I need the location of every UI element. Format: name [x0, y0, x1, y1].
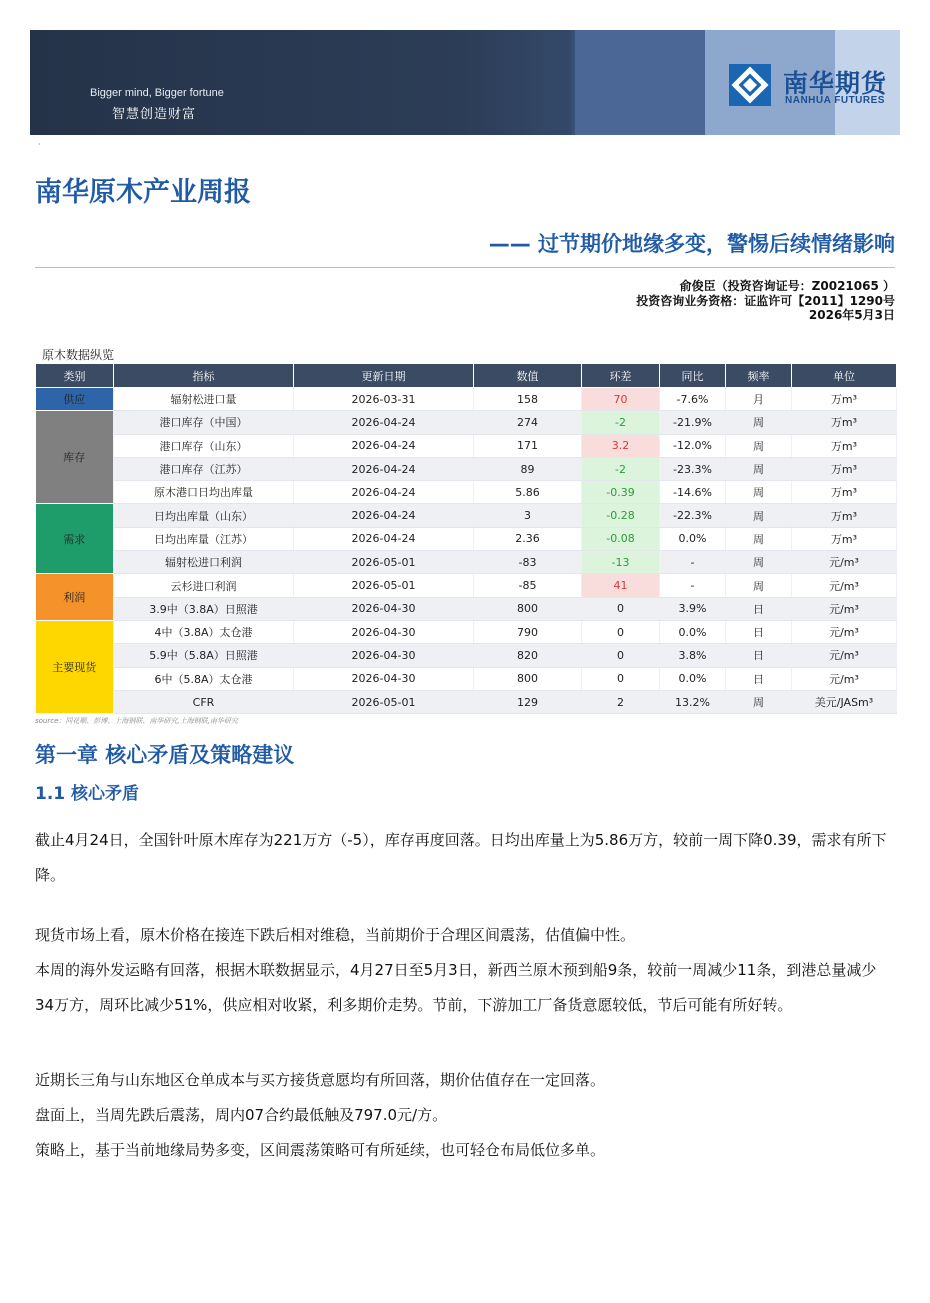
cell-date: 2026-04-24: [294, 457, 474, 480]
table-row: [36, 574, 897, 597]
cell-indicator: 5.9中（5.8A）日照港: [114, 644, 294, 667]
cell-indicator: 原木港口日均出库量: [114, 481, 294, 504]
cell-value: 274: [474, 411, 582, 434]
cell-value: 820: [474, 644, 582, 667]
table-title: 原木数据纵览: [42, 348, 115, 362]
cell-diff: -0.39: [582, 481, 660, 504]
cell-date: 2026-04-24: [294, 504, 474, 527]
cell-date: 2026-04-24: [294, 434, 474, 457]
cell-unit: 元/m³: [792, 551, 897, 574]
cell-value: 3: [474, 504, 582, 527]
cell-yoy: -21.9%: [660, 411, 726, 434]
cell-yoy: 0.0%: [660, 527, 726, 550]
cell-date: 2026-04-30: [294, 644, 474, 667]
cell-indicator: 云杉进口利润: [114, 574, 294, 597]
table-row: [36, 411, 897, 434]
cell-value: 790: [474, 620, 582, 643]
cell-diff: 0: [582, 597, 660, 620]
column-header: 同比: [660, 364, 726, 388]
cell-yoy: 3.8%: [660, 644, 726, 667]
report-title: 南华原木产业周报: [35, 177, 251, 208]
data-overview-table: [35, 363, 897, 714]
cell-diff: -2: [582, 411, 660, 434]
table-row: [36, 597, 897, 620]
cell-freq: 日: [726, 620, 792, 643]
header-banner: [30, 30, 900, 135]
cell-yoy: -23.3%: [660, 457, 726, 480]
cell-date: 2026-04-24: [294, 481, 474, 504]
column-header: 更新日期: [294, 364, 474, 388]
table-header-row: [36, 364, 897, 388]
cell-yoy: -12.0%: [660, 434, 726, 457]
category-cell: 库存: [36, 411, 114, 504]
cell-unit: 元/m³: [792, 597, 897, 620]
cell-yoy: -14.6%: [660, 481, 726, 504]
cell-indicator: 辐射松进口利润: [114, 551, 294, 574]
cell-freq: 周: [726, 411, 792, 434]
cell-yoy: -22.3%: [660, 504, 726, 527]
table-row: [36, 434, 897, 457]
cell-date: 2026-05-01: [294, 690, 474, 713]
cell-date: 2026-04-30: [294, 620, 474, 643]
category-cell: 利润: [36, 574, 114, 621]
cell-value: 89: [474, 457, 582, 480]
cell-diff: 70: [582, 388, 660, 411]
table-row: [36, 644, 897, 667]
report-date: 2026年5月3日: [808, 308, 895, 322]
cell-indicator: 辐射松进口量: [114, 388, 294, 411]
cell-value: 171: [474, 434, 582, 457]
paragraph: 近期长三角与山东地区仓单成本与买方接货意愿均有所回落，期价估值存在一定回落。: [35, 1071, 606, 1089]
cell-unit: 元/m³: [792, 667, 897, 690]
column-header: 类别: [36, 364, 114, 388]
paragraph: 本周的海外发运略有回落，根据木联数据显示，4月27日至5月3日，新西兰原木预到船9条，较前一周减少11条，到港总量减少34万方，周环比减少51%，供应相对收紧，利多期价走势。节前，下游加工厂备货意愿较低，节后可能有所好转。: [35, 961, 877, 1014]
banner-block: [575, 30, 705, 135]
cell-freq: 月: [726, 388, 792, 411]
cell-date: 2026-04-24: [294, 527, 474, 550]
table-row: [36, 551, 897, 574]
cell-indicator: 港口库存（江苏）: [114, 457, 294, 480]
logo-text-cn: 南华期货: [783, 69, 888, 98]
cell-diff: -0.08: [582, 527, 660, 550]
cell-indicator: 3.9中（3.8A）日照港: [114, 597, 294, 620]
slogan-en: Bigger mind, Bigger fortune: [90, 87, 224, 99]
cell-indicator: 日均出库量（江苏）: [114, 527, 294, 550]
cell-unit: 万m³: [792, 457, 897, 480]
category-cell: 需求: [36, 504, 114, 574]
cell-unit: 元/m³: [792, 644, 897, 667]
cell-diff: 0: [582, 667, 660, 690]
cell-diff: -2: [582, 457, 660, 480]
cell-diff: 2: [582, 690, 660, 713]
cell-value: 158: [474, 388, 582, 411]
page-marker: ·: [38, 140, 41, 149]
table-source: source：同花顺、彭博、上海钢联、南华研究,上海钢联,南华研究: [35, 717, 238, 725]
cell-value: 800: [474, 667, 582, 690]
table-row: [36, 504, 897, 527]
cell-date: 2026-04-30: [294, 667, 474, 690]
author-name: 俞俊臣（投资咨询证号：Z0021065 ）: [679, 279, 895, 293]
paragraph: 盘面上，当周先跌后震荡，周内07合约最低触及797.0元/方。: [35, 1106, 448, 1124]
cell-freq: 周: [726, 434, 792, 457]
cell-freq: 日: [726, 597, 792, 620]
cell-yoy: 0.0%: [660, 620, 726, 643]
author-block: [636, 279, 895, 323]
cell-diff: 3.2: [582, 434, 660, 457]
cell-date: 2026-04-24: [294, 411, 474, 434]
cell-diff: 41: [582, 574, 660, 597]
cell-value: -85: [474, 574, 582, 597]
cell-indicator: 港口库存（山东）: [114, 434, 294, 457]
slogan-cn: 智慧创造财富: [112, 107, 197, 122]
column-header: 环差: [582, 364, 660, 388]
cell-diff: -13: [582, 551, 660, 574]
qualification: 投资咨询业务资格：证监许可【2011】1290号: [636, 293, 895, 308]
cell-date: 2026-05-01: [294, 574, 474, 597]
table-row: [36, 620, 897, 643]
cell-yoy: -7.6%: [660, 388, 726, 411]
cell-unit: 万m³: [792, 527, 897, 550]
cell-indicator: 港口库存（中国）: [114, 411, 294, 434]
cell-date: 2026-04-30: [294, 597, 474, 620]
cell-diff: 0: [582, 644, 660, 667]
cell-diff: 0: [582, 620, 660, 643]
cell-value: 129: [474, 690, 582, 713]
cell-value: -83: [474, 551, 582, 574]
cell-diff: -0.28: [582, 504, 660, 527]
cell-unit: 元/m³: [792, 620, 897, 643]
table-row: [36, 667, 897, 690]
cell-date: 2026-03-31: [294, 388, 474, 411]
cell-value: 5.86: [474, 481, 582, 504]
cell-unit: 万m³: [792, 388, 897, 411]
cell-yoy: 13.2%: [660, 690, 726, 713]
column-header: 数值: [474, 364, 582, 388]
nanhua-logo-icon: [727, 62, 773, 108]
table-row: [36, 690, 897, 713]
cell-yoy: -: [660, 551, 726, 574]
paragraph: 策略上，基于当前地缘局势多变，区间震荡策略可有所延续，也可轻仓布局低位多单。: [35, 1141, 606, 1159]
cell-freq: 周: [726, 481, 792, 504]
cell-indicator: CFR: [114, 690, 294, 713]
cell-freq: 周: [726, 504, 792, 527]
cell-freq: 日: [726, 644, 792, 667]
category-cell: 主要现货: [36, 620, 114, 713]
paragraph: 现货市场上看，原木价格在接连下跌后相对维稳，当前期价于合理区间震荡，估值偏中性。: [35, 926, 636, 944]
cell-freq: 周: [726, 527, 792, 550]
cell-indicator: 4中（3.8A）太仓港: [114, 620, 294, 643]
cell-yoy: 0.0%: [660, 667, 726, 690]
cell-freq: 周: [726, 690, 792, 713]
cell-freq: 周: [726, 457, 792, 480]
cell-unit: 万m³: [792, 434, 897, 457]
cell-unit: 万m³: [792, 504, 897, 527]
cell-value: 800: [474, 597, 582, 620]
cell-yoy: -: [660, 574, 726, 597]
table-row: [36, 457, 897, 480]
cell-yoy: 3.9%: [660, 597, 726, 620]
logo-text-en: NANHUA FUTURES: [785, 95, 885, 106]
section-heading: 1.1 核心矛盾: [35, 784, 140, 804]
cell-indicator: 日均出库量（山东）: [114, 504, 294, 527]
cell-unit: 万m³: [792, 411, 897, 434]
report-subtitle: —— 过节期价地缘多变，警惕后续情绪影响: [488, 232, 895, 256]
cell-indicator: 6中（5.8A）太仓港: [114, 667, 294, 690]
category-cell: 供应: [36, 388, 114, 411]
cell-freq: 周: [726, 574, 792, 597]
column-header: 频率: [726, 364, 792, 388]
paragraph: 截止4月24日，全国针叶原木库存为221万方（-5），库存再度回落。日均出库量上为5.86万方，较前一周下降0.39，需求有所下降。: [35, 831, 887, 884]
cell-unit: 元/m³: [792, 574, 897, 597]
cell-value: 2.36: [474, 527, 582, 550]
table-row: [36, 388, 897, 411]
cell-unit: 美元/JASm³: [792, 690, 897, 713]
table-row: [36, 527, 897, 550]
column-header: 单位: [792, 364, 897, 388]
divider: [35, 267, 895, 268]
cell-freq: 周: [726, 551, 792, 574]
cell-freq: 日: [726, 667, 792, 690]
cell-unit: 万m³: [792, 481, 897, 504]
chapter-heading: 第一章 核心矛盾及策略建议: [35, 743, 295, 767]
cell-date: 2026-05-01: [294, 551, 474, 574]
column-header: 指标: [114, 364, 294, 388]
table-row: [36, 481, 897, 504]
